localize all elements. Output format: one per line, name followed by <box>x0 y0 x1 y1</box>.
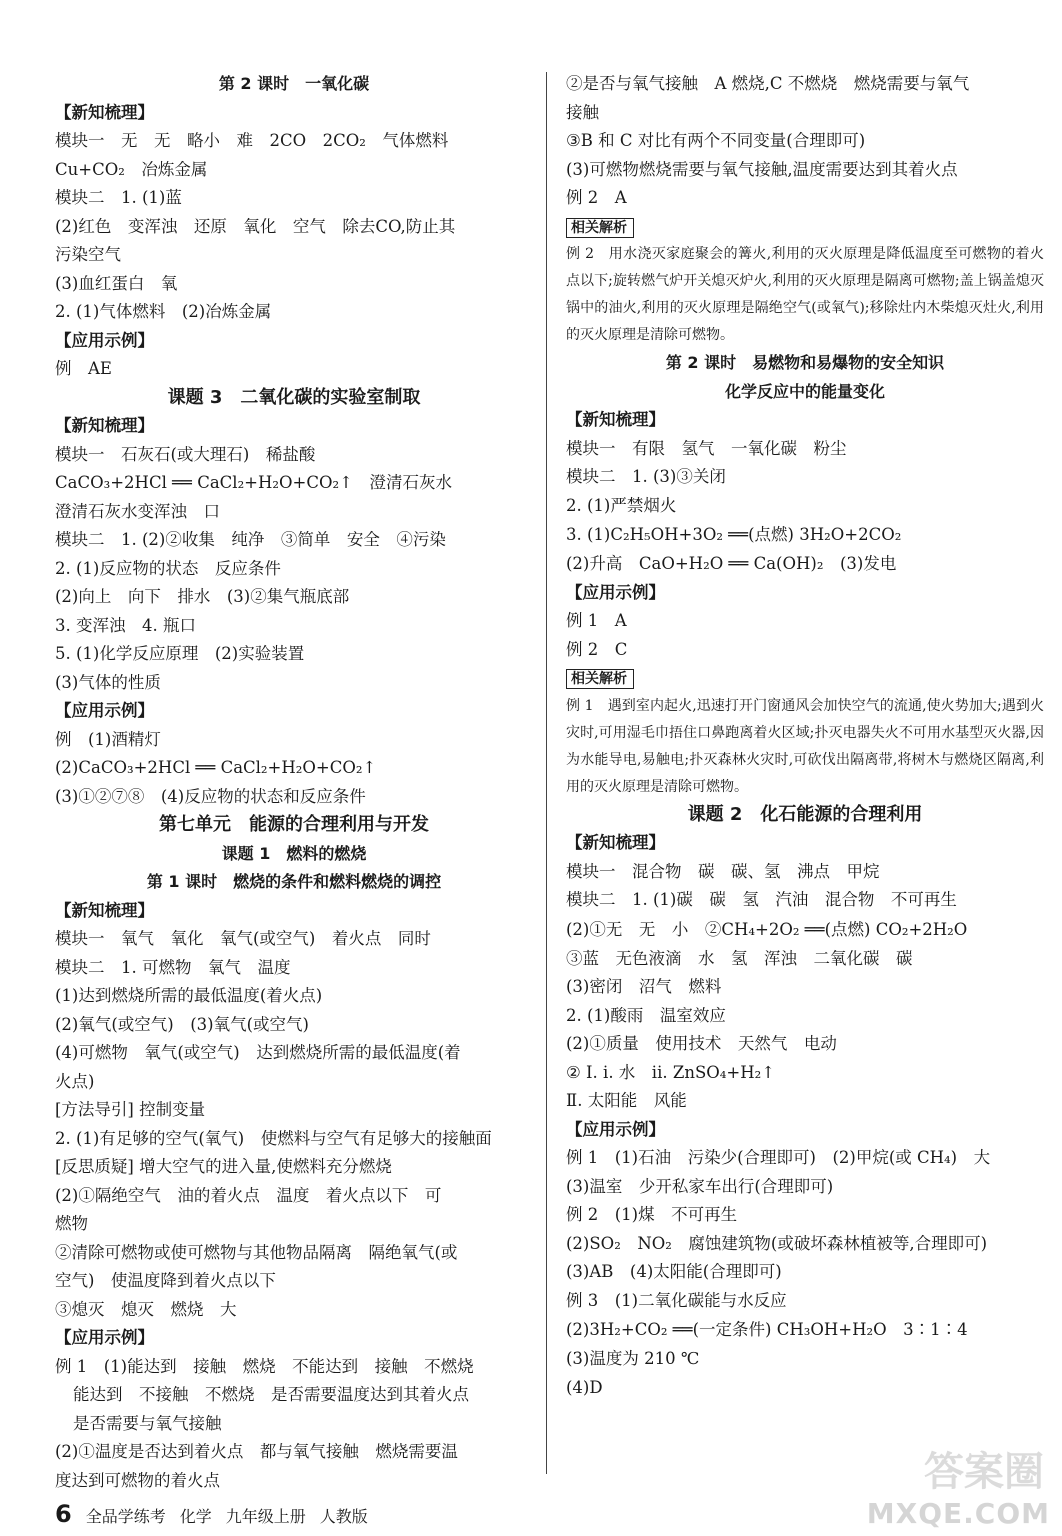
answer-line: 例 3 (1)二氧化碳能与水反应 <box>566 1290 787 1310</box>
section-heading: 第七单元 能源的合理利用与开发 <box>159 814 429 835</box>
answer-line: CaCO₃+2HCl ══ CaCl₂+H₂O+CO₂↑ 澄清石灰水 <box>55 473 452 492</box>
answer-line: (2)①质量 使用技术 天然气 电动 <box>566 1034 837 1053</box>
answer-line: 例 1 A <box>566 611 627 630</box>
watermark <box>866 1440 1050 1530</box>
section-heading: 第 2 课时 一氧化碳 <box>218 74 370 93</box>
section-heading: 课题 3 二氧化碳的实验室制取 <box>167 386 421 408</box>
answer-line: 2. (1)酸雨 温室效应 <box>566 1005 726 1025</box>
block-label: 【新知梳理】 <box>55 102 154 122</box>
footer-subject: 化学 <box>179 1507 212 1526</box>
answer-line: 模块二 1. (1)碳 碳 氢 汽油 混合物 不可再生 <box>566 890 957 909</box>
answer-line: (1)达到燃烧所需的最低温度(着火点) <box>55 986 323 1005</box>
section-heading: 第 2 课时 易燃物和易爆物的安全知识 <box>665 353 945 372</box>
block-label: 【新知梳理】 <box>55 900 154 920</box>
answer-line: (2)SO₂ NO₂ 腐蚀建筑物(或破坏森林植被等,合理即可) <box>566 1233 988 1253</box>
block-label: 【新知梳理】 <box>566 410 665 429</box>
answer-line: 模块一 无 无 略小 难 2CO 2CO₂ 气体燃料 <box>55 131 449 150</box>
footer-grade: 九年级上册 <box>225 1507 306 1526</box>
answer-line: 3. (1)C₂H₅OH+3O₂ ══(点燃) 3H₂O+2CO₂ <box>566 525 902 544</box>
right-bottom-block <box>566 801 1044 1403</box>
footer-brand: 全品学练考 <box>85 1507 166 1526</box>
answer-line: (3)AB (4)太阳能(合理即可) <box>566 1262 782 1281</box>
block-label: 【应用示例】 <box>566 582 665 602</box>
block-label: 【新知梳理】 <box>566 833 665 852</box>
answer-line: 模块一 氧气 氧化 氧气(或空气) 着火点 同时 <box>55 929 431 948</box>
answer-line: [反思质疑] 增大空气的进入量,使燃料充分燃烧 <box>55 1157 392 1176</box>
column-divider <box>546 72 547 1474</box>
answer-line: (2)①隔绝空气 油的着火点 温度 着火点以下 可 <box>55 1185 442 1205</box>
answer-line: 火点) <box>55 1071 95 1091</box>
answer-line: 5. (1)化学反应原理 (2)实验装置 <box>55 644 305 663</box>
answer-line: (3)血红蛋白 氧 <box>55 273 178 293</box>
answer-line: 模块二 1. 可燃物 氧气 温度 <box>55 957 291 977</box>
answer-line: 模块一 有限 氢气 一氧化碳 粉尘 <box>566 438 847 458</box>
answer-line: (4)可燃物 氧气(或空气) 达到燃烧所需的最低温度(着 <box>55 1043 461 1062</box>
watermark-logo: 答案圈 <box>924 1449 1044 1495</box>
answer-line: (2)①温度是否达到着火点 都与氧气接触 燃烧需要温 <box>55 1442 458 1461</box>
answer-line: (2)向上 向下 排水 (3)②集气瓶底部 <box>55 587 350 606</box>
answer-line: ② Ⅰ. i. 水 ii. ZnSO₄+H₂↑ <box>566 1062 776 1082</box>
answer-line: ②是否与氧气接触 A 燃烧,C 不燃烧 燃烧需要与氧气 <box>566 74 970 93</box>
answer-line: (2)①无 无 小 ②CH₄+2O₂ ══(点燃) CO₂+2H₂O <box>566 919 968 939</box>
answer-line: 2. (1)严禁烟火 <box>566 495 677 515</box>
page-number: 6 <box>55 1500 72 1528</box>
right-middle-block <box>566 349 1044 664</box>
answer-line: (2)氧气(或空气) (3)氧气(或空气) <box>55 1014 309 1034</box>
answer-line: 模块二 1. (3)③关闭 <box>566 467 726 486</box>
block-label: 【应用示例】 <box>55 701 154 720</box>
right-column <box>566 70 1044 1402</box>
answer-line: 例 1 (1)能达到 接触 燃烧 不能达到 接触 不燃烧 <box>55 1356 474 1376</box>
answer-line: (3)气体的性质 <box>55 672 161 692</box>
analysis-tag: 相关解析 <box>566 218 634 238</box>
answer-line: ③B 和 C 对比有两个不同变量(合理即可) <box>566 131 866 150</box>
analysis-paragraph-2: 例 1 遇到室内起火,迅速打开门窗通风会加快空气的流通,使火势加大;遇到火灾时,可用湿毛巾捂住口鼻跑离着火区域;扑灭电器失火不可用水基型灭火器,因为水能导电,易触电;扑灭森林火灾时,可砍伐出隔离带,将树木与燃烧区隔离,利用的灭火原理是清除可燃物。 <box>566 697 1044 795</box>
answer-line: 模块二 1. (2)②收集 纯净 ③简单 安全 ④污染 <box>55 530 446 549</box>
answer-line: (3)温度为 210 ℃ <box>566 1349 700 1368</box>
answer-line: 例 2 (1)煤 不可再生 <box>566 1205 738 1224</box>
answer-line: Cu+CO₂ 冶炼金属 <box>55 159 208 179</box>
answer-line: 接触 <box>566 102 599 122</box>
analysis-tag-1-row <box>566 213 1044 242</box>
page-footer <box>55 1500 368 1530</box>
answer-line: 模块二 1. (1)蓝 <box>55 188 182 207</box>
block-label: 【新知梳理】 <box>55 416 154 435</box>
answer-line: ③熄灭 熄灭 燃烧 大 <box>55 1299 237 1319</box>
answer-line: (2)升高 CaO+H₂O ══ Ca(OH)₂ (3)发电 <box>566 554 897 573</box>
answer-line: (4)D <box>566 1377 603 1397</box>
answer-line: 例 AE <box>55 359 112 378</box>
answer-line: 空气) 使温度降到着火点以下 <box>55 1271 276 1290</box>
answer-line: 燃物 <box>55 1214 88 1233</box>
answer-line: Ⅱ. 太阳能 风能 <box>566 1091 687 1110</box>
answer-line: (2)CaCO₃+2HCl ══ CaCl₂+H₂O+CO₂↑ <box>55 758 377 777</box>
section-heading: 化学反应中的能量变化 <box>724 381 885 401</box>
answer-line: 例 (1)酒精灯 <box>55 729 161 749</box>
answer-line: 澄清石灰水变浑浊 口 <box>55 501 220 521</box>
answer-line: (3)可燃物燃烧需要与氧气接触,温度需要达到其着火点 <box>566 159 958 179</box>
watermark-site: MXQE.COM <box>866 1497 1050 1530</box>
answer-line: 2. (1)有足够的空气(氧气) 使燃料与空气有足够大的接触面 <box>55 1128 492 1148</box>
block-label: 【应用示例】 <box>566 1119 665 1139</box>
answer-line: 能达到 不接触 不燃烧 是否需要温度达到其着火点 <box>73 1385 469 1404</box>
answer-line: 2. (1)反应物的状态 反应条件 <box>55 558 281 578</box>
answer-line: 度达到可燃物的着火点 <box>55 1470 220 1490</box>
left-column <box>55 70 533 1495</box>
answer-line: 污染空气 <box>55 245 121 264</box>
block-label: 【应用示例】 <box>55 1328 154 1347</box>
answer-line: (2)红色 变浑浊 还原 氧化 空气 除去CO,防止其 <box>55 216 456 236</box>
answer-line: 例 2 A <box>566 188 627 207</box>
answer-line: 2. (1)气体燃料 (2)冶炼金属 <box>55 302 272 321</box>
footer-edition: 人教版 <box>319 1507 368 1526</box>
answer-line: (2)3H₂+CO₂ ══(一定条件) CH₃OH+H₂O 3∶1∶4 <box>566 1320 968 1339</box>
section-heading: 课题 2 化石能源的合理利用 <box>687 803 923 825</box>
section-heading: 课题 1 燃料的燃烧 <box>221 843 367 863</box>
answer-line: 模块一 石灰石(或大理石) 稀盐酸 <box>55 444 316 464</box>
analysis-tag-2-row <box>566 664 1044 693</box>
answer-line: 是否需要与氧气接触 <box>73 1413 222 1433</box>
analysis-paragraph-1: 例 2 用水浇灭家庭聚会的篝火,利用的灭火原理是降低温度至可燃物的着火点以下;旋转燃气炉开关熄灭炉火,利用的灭火原理是隔离可燃物;盖上锅盖熄灭锅中的油火,利用的灭火原理是隔绝空气(或氧气);移除灶内木柴熄灭灶火,利用的灭火原理是清除可燃物。 <box>566 246 1044 343</box>
analysis-tag: 相关解析 <box>566 669 634 689</box>
section-heading: 第 1 课时 燃烧的条件和燃料燃烧的调控 <box>146 872 442 891</box>
answer-line: (3)温室 少开私家车出行(合理即可) <box>566 1176 834 1196</box>
answer-line: 例 1 (1)石油 污染少(合理即可) (2)甲烷(或 CH₄) 大 <box>566 1148 991 1167</box>
answer-line: [方法导引] 控制变量 <box>55 1100 206 1119</box>
answer-line: (3)密闭 沼气 燃料 <box>566 977 722 996</box>
right-top-block <box>566 70 1044 213</box>
answer-line: 例 2 C <box>566 639 628 659</box>
answer-line: 模块一 混合物 碳 碳、氢 沸点 甲烷 <box>566 861 880 881</box>
block-label: 【应用示例】 <box>55 330 154 350</box>
answer-line: 3. 变浑浊 4. 瓶口 <box>55 615 196 635</box>
answer-line: ②清除可燃物或使可燃物与其他物品隔离 隔绝氧气(或 <box>55 1242 458 1262</box>
answer-line: ③蓝 无色液滴 水 氢 浑浊 二氧化碳 碳 <box>566 948 913 968</box>
answer-line: (3)①②⑦⑧ (4)反应物的状态和反应条件 <box>55 786 366 806</box>
